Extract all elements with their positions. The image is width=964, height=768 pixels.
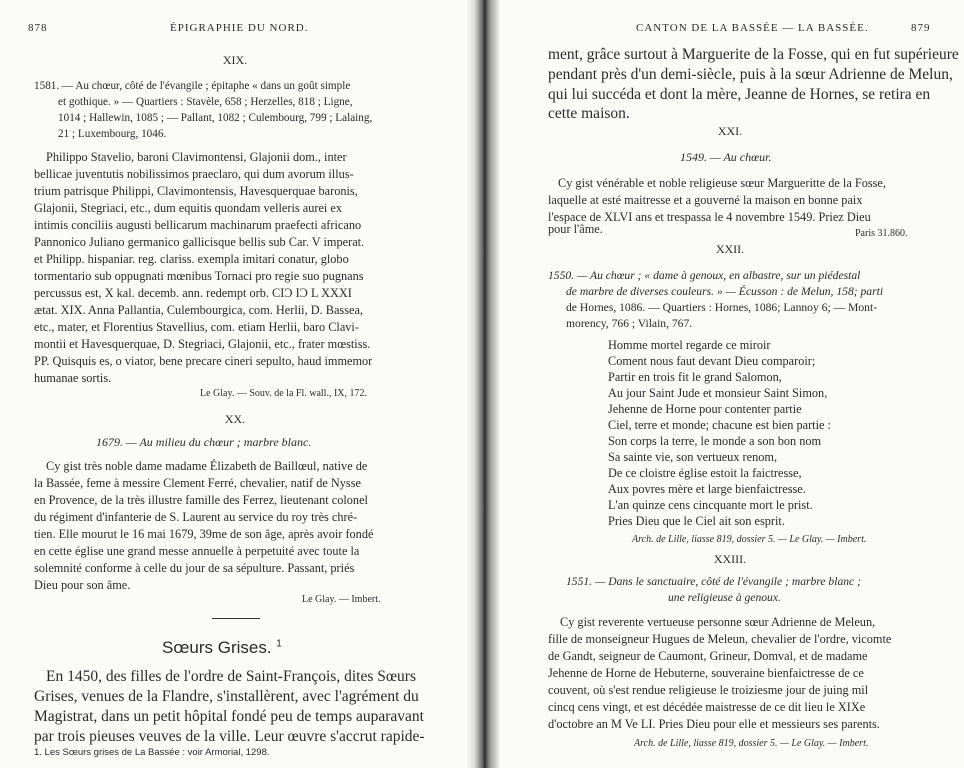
xxii-header-line: 1550. — Au chœur ; « dame à genoux, en albastre, sur un piédestal	[548, 269, 861, 282]
poem-line: Partir en trois fit le grand Salomon,	[608, 370, 782, 384]
soeurs-line: Grises, venues de la Flandre, s'installèrent, avec l'agrément du	[34, 688, 419, 705]
latin-line: trium patrisque Philippi, Clavimontensis, Havesquerquae baronis,	[34, 184, 358, 198]
xx-header: 1679. — Au milieu du chœur ; marbre blanc.	[96, 435, 312, 449]
xix-source: Le Glay. — Souv. de la Fl. wall., IX, 172.	[200, 388, 368, 399]
poem-line: Coment nous faut devant Dieu comparoir;	[608, 354, 816, 368]
xix-header-line: 1581. — Au chœur, côté de l'évangile ; épitaphe « dans un goût simple	[34, 80, 351, 92]
section-xxi-numeral: XXI.	[717, 124, 743, 138]
latin-line: etc., mater, et Florentius Stavellius, com. etiam Herlii, baro Clavi-	[34, 320, 359, 334]
xix-header-line: 21 ; Luxembourg, 1046.	[58, 128, 167, 140]
poem-line: Jehenne de Horne pour contenter partie	[608, 402, 802, 416]
xx-source: Le Glay. — Imbert.	[302, 594, 381, 605]
poem-line: Ciel, terre et monde; chacune est bien partie :	[608, 418, 831, 432]
latin-line: Philippo Stavelio, baroni Clavimontensi, Glajonii dom., inter	[46, 150, 347, 164]
latin-line: Glajonii, Stegriaci, etc., dum equitis quondam velleris aurei ex	[34, 201, 343, 215]
poem-line: Aux povres mère et large bienfaictresse.	[608, 482, 806, 496]
cont-line: pendant près d'un demi-siècle, puis à la sœur Adrienne de Melun,	[548, 66, 953, 83]
latin-line: tormentario sub oppugnati mœnibus Tornaci pro regie suo pugnans	[34, 269, 364, 283]
xx-line: en cette église une grand messe annuelle à perpetuité avec toute la	[34, 544, 360, 558]
soeurs-line: Magistrat, dans un petit hôpital fondé peu de temps auparavant	[34, 708, 424, 725]
section-xxiii-numeral: XXIII.	[713, 552, 747, 566]
latin-line: percussus est, X kal. decemb. ann. redempt orb. CIƆ IƆ L XXXI	[34, 286, 352, 300]
poem-line: Sa sainte vie, son vertueux renom,	[608, 450, 778, 464]
xxi-header: 1549. — Au chœur.	[680, 150, 772, 164]
xx-line: tien. Elle mourut le 16 mai 1679, 39me de son âge, après avoir fondé	[34, 527, 374, 541]
xxiii-header-line: une religieuse à genoux.	[668, 591, 781, 604]
poem-line: Son corps la terre, le monde a son bon nom	[608, 434, 822, 448]
xxiii-source: Arch. de Lille, liasse 819, dossier 5. — Le Glay. — Imbert.	[634, 738, 869, 749]
title-text: Sœurs Grises.	[162, 638, 272, 657]
section-divider	[212, 618, 260, 619]
xxii-header-line: morency, 766 ; Vilain, 767.	[566, 317, 693, 330]
xx-line: la Bassée, feme à messire Clement Ferré, chevalier, natif de Nysse	[34, 476, 361, 490]
latin-line: Pannonico Juliano germanico gallicisque bellis sub Car. V imperat.	[34, 235, 365, 249]
poem-line: Pries Dieu que le Ciel ait son esprit.	[608, 514, 785, 528]
running-title-right: CANTON DE LA BASSÉE — LA BASSÉE.	[636, 22, 869, 34]
running-title-left: ÉPIGRAPHIE DU NORD.	[170, 22, 309, 34]
xxii-header-line: de marbre de diverses couleurs. » — Écusson : de Melun, 158; parti	[566, 285, 884, 298]
xx-line: en Provence, de la très illustre famille des Ferrez, lieutenant colonel	[34, 493, 368, 507]
latin-line: ætat. XIX. Anna Pallantia, Culembourgica, com. Herlii, D. Bassea,	[34, 303, 363, 317]
xxiii-line: Jehenne de Horne de Hebuterne, souveraine bienfaictresse de ce	[548, 666, 864, 680]
xxi-source: Paris 31.860.	[855, 228, 908, 239]
xix-header-line: 1014 ; Hallewin, 1085 ; — Pallant, 1082 ; Culembourg, 799 ; Lalaing,	[58, 112, 373, 124]
xx-line: du régiment d'infanterie de S. Laurent au service du roy très chré-	[34, 510, 358, 524]
poem-line: De ce cloistre église estoit la faictresse,	[608, 466, 802, 480]
xxiii-line: fille de monseigneur Hugues de Meleun, chevalier de l'ordre, vicomte	[548, 632, 892, 646]
poem-line: Homme mortel regarde ce miroir	[608, 338, 771, 352]
left-page	[0, 0, 470, 768]
xx-line: solemnité conforme à celle du jour de sa sépulture. Passant, priés	[34, 561, 355, 575]
poem-line: L'an quinze cens cincquante mort le prist.	[608, 498, 813, 512]
xx-line: Dieu pour son âme.	[34, 578, 131, 592]
xxiii-line: Cy gist reverente vertueuse personne sœur Adrienne de Meleun,	[560, 615, 876, 629]
xxiii-line: couvent, où s'est rendue religieuse le troiziesme jour de juing mil	[548, 683, 869, 697]
footnote: 1. Les Sœurs grises de La Bassée : voir Armorial, 1298.	[34, 747, 270, 758]
soeurs-grises-title	[162, 638, 282, 658]
soeurs-line: En 1450, des filles de l'ordre de Saint-François, dites Sœurs	[46, 668, 416, 685]
cont-line: qui lui succéda et dont la mère, Jeanne de Hornes, se retira en	[548, 86, 931, 103]
cont-line: ment, grâce surtout à Marguerite de la Fosse, qui en fut supérieure	[548, 46, 959, 63]
xxii-source: Arch. de Lille, liasse 819, dossier 5. — Le Glay. — Imbert.	[632, 534, 867, 545]
xix-header-line: et gothique. » — Quartiers : Stavèle, 658 ; Herzelles, 818 ; Ligne,	[58, 96, 353, 108]
book-gutter	[466, 0, 500, 768]
latin-line: montii et Havesquerquae, D. Stegriaci, Glajonii, etc., frater mœstiss.	[34, 337, 371, 351]
xxi-line: pour l'âme.	[548, 222, 603, 236]
latin-line: humanae sortis.	[34, 371, 112, 385]
xxiii-line: cincq cens vingt, et est décédée maistresse de ce dit lieu le XIXe	[548, 700, 866, 714]
xxiii-header-line: 1551. — Dans le sanctuaire, côté de l'évangile ; marbre blanc ;	[566, 575, 861, 588]
xx-line: Cy gist très noble dame madame Élizabeth de Baillœul, native de	[46, 459, 368, 473]
xxi-line: laquelle at esté maitresse et a gouverné la maison en bonne paix	[548, 193, 863, 207]
xxiii-line: d'octobre an M Ve LI. Pries Dieu pour elle et messieurs ses parents.	[548, 717, 880, 731]
xxi-line: Cy gist vénérable et noble religieuse sœur Margueritte de la Fosse,	[558, 176, 886, 190]
xxii-header-line: de Hornes, 1086. — Quartiers : Hornes, 1086; Lannoy 6; — Mont-	[566, 301, 878, 314]
xxi-line: l'espace de XLVI ans et trespassa le 4 novembre 1549. Priez Dieu	[548, 210, 871, 224]
latin-line: intimis conciliis augusti bellicarum machinarum praefecti africano	[34, 218, 362, 232]
latin-line: bellicae juventutis nobilissimos praeclaro, qui dum avorum illus-	[34, 167, 354, 181]
page-number-left: 878	[28, 22, 48, 34]
section-xx-numeral: XX.	[224, 412, 246, 426]
xxiii-line: de Gandt, seigneur de Caumont, Grineur, Domval, et de madame	[548, 649, 868, 663]
section-xxii-numeral: XXII.	[715, 242, 745, 256]
footnote-mark[interactable]: 1	[276, 638, 282, 650]
soeurs-line: par trois pieuses veuves de la ville. Leur œuvre s'accrut rapide-	[34, 728, 425, 745]
section-xix-numeral: XIX.	[222, 53, 248, 67]
poem-line: Au jour Saint Jude et monsieur Saint Simon,	[608, 386, 828, 400]
cont-line: cette maison.	[548, 105, 630, 122]
latin-line: PP. Quisquis es, o viator, bene precare cineri sepulto, haud immemor	[34, 354, 373, 368]
latin-line: et Philipp. hispaniar. reg. clariss. exempla imitari conatur, globo	[34, 252, 349, 266]
page-number-right: 879	[911, 22, 931, 34]
